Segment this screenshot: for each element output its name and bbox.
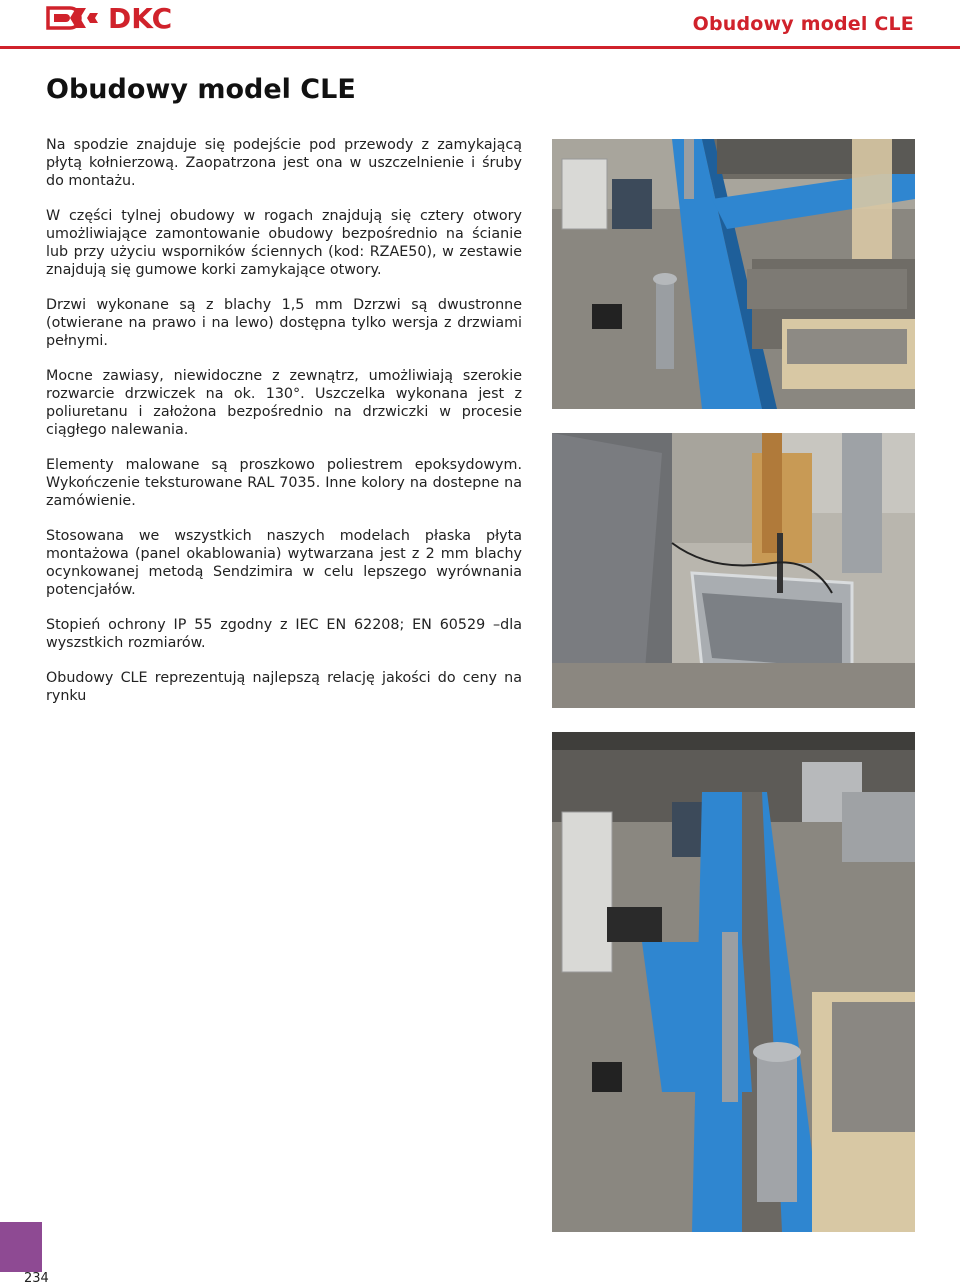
header-title: Obudowy model CLE — [692, 13, 914, 35]
paragraph-ip-rating: Stopień ochrony IP 55 zgodny z IEC EN 62208; EN 60529 –dla wyszstkich rozmiarów. — [46, 617, 522, 651]
photo-production-line — [552, 732, 915, 1232]
header-rule — [0, 46, 960, 49]
body-text — [46, 136, 522, 722]
paragraph-cable-entry: Na spodzie znajduje się podejście pod przewody z zamykającą płytą kołnierzową. Zaopatrzona jest ona w uszczelnienie i śruby do montażu. — [46, 137, 522, 189]
page-number: 234 — [24, 1271, 49, 1286]
logo-mark — [48, 8, 98, 28]
paragraph-hinges: Mocne zawiasy, niewidoczne z zewnątrz, umożliwiają szerokie rozwarcie drzwiczek na ok. 130°. Uszczelka wykonana jest z poliuretanu i założona bezpośrednio na drzwiczki w procesie ciągłego nalewania. — [46, 368, 522, 438]
paragraph-value: Obudowy CLE reprezentują najlepszą relację jakości do ceny na rynku — [46, 670, 522, 704]
page-tab-marker — [0, 1222, 42, 1272]
dkc-logo — [46, 4, 224, 32]
page-title: Obudowy model CLE — [46, 74, 356, 105]
paragraph-mounting-holes: W części tylnej obudowy w rogach znajdują się cztery otwory umożliwiające zamontowanie obudowy bezpośrednio na ścianie lub przy użyciu wsporników ściennych (kod: RZAE50), w zestawie znajdują się gumowe korki zamykające otwory. — [46, 208, 522, 278]
paragraph-mounting-plate: Stosowana we wszystkich naszych modelach płaska płyta montażowa (panel okablowania) wytwarzana jest z 2 mm blachy ocynkowanej metodą Sendzimira w celu lepszego wyrównania potencjałów. — [46, 528, 522, 598]
paragraph-paint: Elementy malowane są proszkowo poliestrem epoksydowym. Wykończenie teksturowane RAL 7035. Inne kolory na dostepne na zamówienie. — [46, 457, 522, 509]
photo-bending-machine — [552, 139, 915, 409]
logo-text: DKC — [108, 4, 173, 32]
paragraph-doors: Drzwi wykonane są z blachy 1,5 mm Dzrzwi są dwustronne (otwierane na prawo i na lewo) dostępna tylko wersja z drzwiami pełnymi. — [46, 297, 522, 349]
photo-welding-station — [552, 433, 915, 708]
